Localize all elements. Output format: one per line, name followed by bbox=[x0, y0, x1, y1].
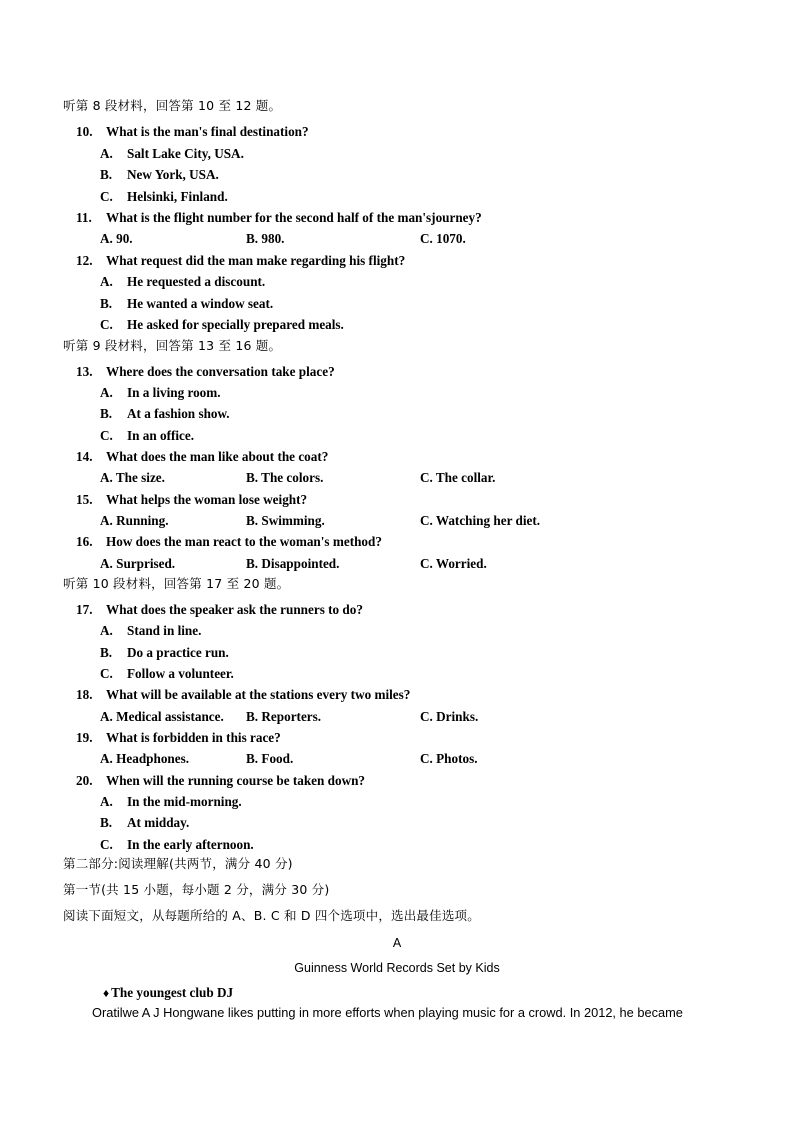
question-number: 19. bbox=[76, 730, 93, 745]
option-a: A. He requested a discount. bbox=[100, 274, 266, 289]
question-number: 20. bbox=[76, 773, 93, 788]
passage-title: Guinness World Records Set by Kids bbox=[294, 961, 500, 975]
passage-letter: A bbox=[392, 936, 402, 950]
question-text: What does the man like about the coat? bbox=[106, 449, 329, 464]
question-number: 17. bbox=[76, 602, 93, 617]
section-instruction: 听第 9 段材料，回答第 13 至 16 题。 bbox=[63, 338, 282, 353]
section-instruction: 听第 8 段材料，回答第 10 至 12 题。 bbox=[63, 98, 282, 113]
option-c: C. Worried. bbox=[420, 556, 487, 571]
question-text: What is the man's final destination? bbox=[106, 124, 309, 139]
question-18 bbox=[76, 688, 410, 701]
question-number: 13. bbox=[76, 364, 93, 379]
diamond-bullet-icon: ♦ bbox=[103, 986, 110, 1000]
question-number: 11. bbox=[76, 210, 92, 225]
option-b: B. At a fashion show. bbox=[100, 406, 230, 421]
option-b: B. He wanted a window seat. bbox=[100, 296, 274, 311]
option-a: A. 90. bbox=[100, 231, 133, 246]
question-20 bbox=[76, 774, 365, 787]
paragraph: Oratilwe A J Hongwane likes putting in more efforts when playing music for a crowd. In 2012, he became bbox=[92, 1005, 683, 1020]
question-text: When will the running course be taken down? bbox=[106, 773, 366, 788]
section-instruction: 听第 10 段材料，回答第 17 至 20 题。 bbox=[63, 576, 290, 591]
option-c: C. He asked for specially prepared meals. bbox=[100, 317, 344, 332]
question-number: 10. bbox=[76, 124, 93, 139]
option-b: B. At midday. bbox=[100, 815, 190, 830]
option-c: C. Photos. bbox=[420, 751, 478, 766]
question-14 bbox=[76, 450, 328, 463]
option-c: C. Helsinki, Finland. bbox=[100, 189, 228, 204]
question-16 bbox=[76, 535, 382, 548]
option-b: B. Do a practice run. bbox=[100, 645, 229, 660]
question-text: What request did the man make regarding his flight? bbox=[106, 253, 406, 268]
question-13 bbox=[76, 365, 335, 378]
option-a: A. In the mid-morning. bbox=[100, 794, 242, 809]
option-a: A. Medical assistance. bbox=[100, 709, 224, 724]
question-11 bbox=[76, 211, 482, 224]
option-a: A. Headphones. bbox=[100, 751, 190, 766]
question-number: 14. bbox=[76, 449, 93, 464]
option-a: A. Surprised. bbox=[100, 556, 176, 571]
option-a: A. Salt Lake City, USA. bbox=[100, 146, 244, 161]
option-a: A. Stand in line. bbox=[100, 623, 202, 638]
question-text: What helps the woman lose weight? bbox=[106, 492, 308, 507]
option-c: C. In the early afternoon. bbox=[100, 837, 254, 852]
question-19 bbox=[76, 731, 281, 744]
question-12 bbox=[76, 254, 405, 267]
question-text: Where does the conversation take place? bbox=[106, 364, 335, 379]
option-a: A. Running. bbox=[100, 513, 169, 528]
option-b: B. Disappointed. bbox=[246, 556, 340, 571]
question-10 bbox=[76, 125, 309, 138]
question-text: What does the speaker ask the runners to do? bbox=[106, 602, 363, 617]
option-b: B. Reporters. bbox=[246, 709, 322, 724]
question-text: What will be available at the stations every two miles? bbox=[106, 687, 411, 702]
reading-instruction: 阅读下面短文，从每题所给的 A、B. C 和 D 四个选项中，选出最佳选项。 bbox=[63, 908, 480, 923]
part-heading: 第二部分:阅读理解(共两节，满分 40 分) bbox=[63, 856, 293, 871]
option-b: B. 980. bbox=[246, 231, 285, 246]
question-number: 18. bbox=[76, 687, 93, 702]
option-c: C. Drinks. bbox=[420, 709, 479, 724]
option-b: B. New York, USA. bbox=[100, 167, 219, 182]
option-c: C. In an office. bbox=[100, 428, 195, 443]
option-b: B. The colors. bbox=[246, 470, 324, 485]
option-c: C. The collar. bbox=[420, 470, 496, 485]
option-c: C. 1070. bbox=[420, 231, 466, 246]
question-15 bbox=[76, 493, 307, 506]
question-text: What is forbidden in this race? bbox=[106, 730, 281, 745]
option-c: C. Follow a volunteer. bbox=[100, 666, 234, 681]
question-text: What is the flight number for the second half of the man'sjourney? bbox=[106, 210, 482, 225]
option-a: A. In a living room. bbox=[100, 385, 221, 400]
question-number: 12. bbox=[76, 253, 93, 268]
question-number: 15. bbox=[76, 492, 93, 507]
question-text: How does the man react to the woman's method? bbox=[106, 534, 382, 549]
option-b: B. Food. bbox=[246, 751, 294, 766]
option-b: B. Swimming. bbox=[246, 513, 325, 528]
subheading: ♦ The youngest club DJ bbox=[103, 985, 234, 1000]
option-c: C. Watching her diet. bbox=[420, 513, 541, 528]
section-heading: 第一节(共 15 小题，每小题 2 分，满分 30 分) bbox=[63, 882, 330, 897]
option-a: A. The size. bbox=[100, 470, 165, 485]
question-17 bbox=[76, 603, 363, 616]
question-number: 16. bbox=[76, 534, 93, 549]
